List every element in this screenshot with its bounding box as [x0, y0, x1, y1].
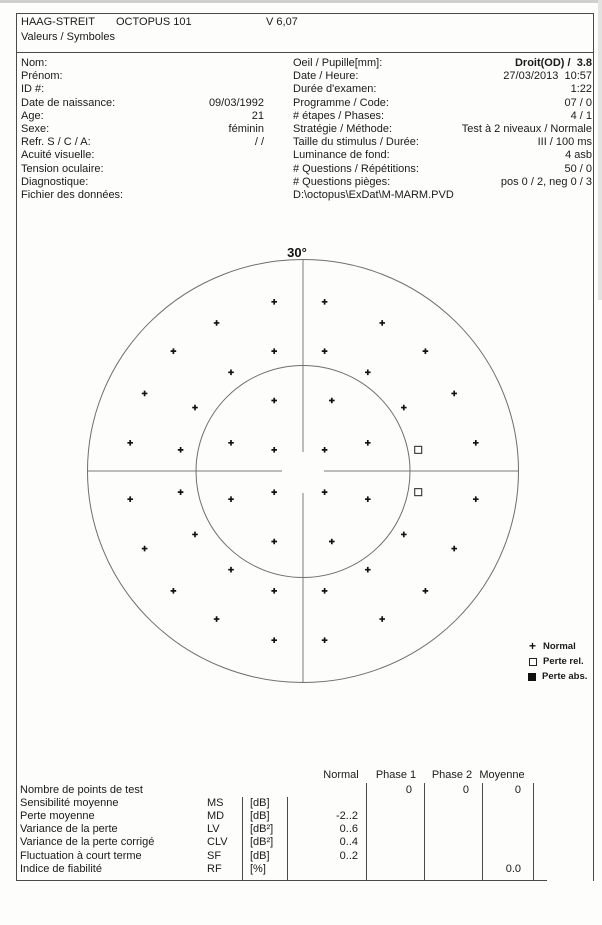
patient-info-label: ID #: — [21, 83, 45, 96]
test-point-normal — [271, 539, 277, 545]
patient-info-row — [21, 123, 264, 136]
test-point-normal — [365, 370, 371, 376]
open-square-icon — [529, 658, 537, 666]
patient-info-row — [21, 149, 264, 162]
patient-info-label: Sexe: — [21, 123, 50, 135]
exam-info-row — [293, 176, 592, 189]
exam-info-value: Droit(OD) / 3.8 — [514, 57, 592, 69]
patient-info-row — [21, 70, 264, 83]
patient-info-row — [21, 97, 264, 110]
test-point-normal — [473, 496, 479, 502]
test-point-normal — [192, 532, 198, 538]
patient-info-value: 21 — [251, 109, 264, 122]
test-point-normal — [401, 405, 407, 411]
exam-info-row — [293, 57, 592, 70]
legend-label: Normal — [543, 641, 576, 652]
column-header-moyenne: Moyenne — [479, 769, 525, 781]
visual-field-chart — [0, 228, 602, 698]
exam-info-column — [293, 57, 592, 207]
test-point-normal — [178, 447, 184, 453]
test-point-normal — [228, 440, 234, 446]
exam-info-value: 4 asb — [565, 149, 592, 162]
patient-info-label: Diagnostique: — [21, 175, 89, 188]
test-point-normal — [473, 440, 479, 446]
table-divider — [242, 797, 243, 881]
test-point-normal — [271, 299, 277, 305]
stats-label-cell: Fluctuation à court terme — [20, 849, 142, 862]
legend-item-perte-abs — [528, 669, 587, 684]
exam-info-value: Test à 2 niveaux / Normale — [461, 123, 592, 135]
stats-unit-cell: [dB] — [250, 797, 270, 810]
exam-info-value — [454, 189, 592, 202]
stats-abbr-cell: MD — [207, 810, 225, 823]
test-point-normal — [322, 637, 328, 643]
table-divider — [366, 783, 367, 881]
filled-square-icon — [528, 673, 536, 681]
stats-unit-cell: [%] — [250, 862, 266, 875]
stats-label-cell: Sensibilité moyenne — [20, 797, 119, 810]
stats-normal-cell: 0..2 — [339, 849, 358, 862]
exam-info-value: III / 100 ms — [537, 136, 592, 149]
test-point-normal — [271, 637, 277, 643]
stats-label-cell: Perte moyenne — [20, 810, 95, 823]
test-point-normal — [127, 496, 133, 502]
stats-phase2-cell: 0 — [462, 784, 469, 796]
stats-normal-cell: 0..4 — [339, 836, 358, 849]
test-point-perte-rel — [415, 446, 422, 453]
stats-label-cell: Nombre de points de test — [20, 784, 143, 796]
test-point-normal — [271, 588, 277, 594]
exam-info-value: 27/03/2013 10:57 — [503, 70, 592, 83]
test-point-normal — [365, 496, 371, 502]
exam-info-value: 4 / 1 — [570, 109, 592, 122]
patient-info-row — [21, 189, 264, 202]
patient-info-label: Tension oculaire: — [21, 162, 104, 175]
patient-info-row — [21, 163, 264, 176]
exam-info-label: Luminance de fond: — [293, 149, 390, 162]
test-point-normal — [322, 489, 328, 495]
test-point-normal — [329, 398, 335, 404]
stats-label-cell: Variance de la perte corrigé — [20, 836, 155, 849]
test-point-normal — [228, 370, 234, 376]
exam-info-row — [293, 70, 592, 83]
patient-info-row — [21, 110, 264, 123]
test-point-normal — [451, 391, 457, 397]
table-divider — [533, 783, 534, 881]
exam-info-label: Programme / Code: — [293, 96, 389, 109]
patient-info-row — [21, 57, 264, 70]
exam-info-label: Date / Heure: — [293, 70, 359, 83]
test-point-normal — [271, 447, 277, 453]
table-divider — [424, 783, 425, 881]
exam-info-label: Taille du stimulus / Durée: — [293, 136, 419, 149]
stats-abbr-cell: LV — [207, 823, 220, 836]
exam-info-label: # étapes / Phases: — [293, 109, 385, 122]
stats-label-cell: Variance de la perte — [20, 823, 118, 836]
page-border-top — [16, 13, 594, 14]
stats-unit-cell: [dB] — [250, 849, 270, 862]
table-divider — [287, 797, 288, 881]
test-point-normal — [228, 567, 234, 573]
test-point-normal — [178, 489, 184, 495]
exam-info-row — [293, 136, 592, 149]
patient-info-label: Nom: — [21, 57, 48, 69]
stats-unit-cell: [dB²] — [250, 836, 274, 849]
test-point-perte-rel — [415, 489, 422, 496]
patient-info-value: féminin — [228, 123, 264, 135]
test-point-normal — [142, 546, 148, 552]
exam-info-row — [293, 97, 592, 110]
stats-phase1-cell: 0 — [405, 784, 412, 796]
patient-info-value — [104, 163, 264, 176]
column-header-phase1: Phase 1 — [375, 769, 417, 781]
exam-info-row — [293, 83, 592, 96]
exam-info-label: # Questions pièges: — [293, 175, 391, 188]
stats-abbr-cell: RF — [207, 862, 222, 875]
test-point-normal — [322, 447, 328, 453]
patient-info-label: Refr. S / C / A: — [21, 136, 91, 149]
stats-unit-cell: [dB] — [250, 810, 270, 823]
patient-info-label: Acuité visuelle: — [21, 149, 95, 162]
device-model: OCTOPUS 101 — [116, 16, 192, 28]
report-subtitle: Valeurs / Symboles — [21, 31, 115, 43]
test-point-normal — [214, 320, 220, 326]
exam-file-path: D:\octopus\ExDat\M-MARM.PVD — [293, 189, 454, 201]
test-point-normal — [322, 299, 328, 305]
plus-icon: + — [528, 639, 536, 653]
test-point-normal — [171, 348, 177, 354]
brand-title: HAAG-STREIT — [21, 16, 95, 28]
test-point-normal — [365, 440, 371, 446]
patient-info-column — [21, 57, 264, 207]
patient-info-row — [21, 136, 264, 149]
legend-label: Perte abs. — [542, 671, 588, 682]
patient-info-label: Date de naissance: — [21, 96, 116, 109]
patient-info-value: 09/03/1992 — [208, 96, 264, 109]
patient-info-value — [94, 149, 264, 162]
test-point-normal — [451, 546, 457, 552]
exam-info-label: # Questions / Répétitions: — [293, 162, 419, 175]
scan-edge-top — [0, 0, 602, 3]
exam-info-value: 1:22 — [570, 83, 592, 96]
exam-info-value: 07 / 0 — [564, 96, 592, 109]
test-point-normal — [127, 440, 133, 446]
test-point-normal — [322, 588, 328, 594]
stats-abbr-cell: CLV — [207, 836, 228, 849]
exam-info-row — [293, 163, 592, 176]
stats-normal-cell: -2..2 — [335, 810, 358, 823]
test-point-normal — [379, 320, 385, 326]
exam-info-row — [293, 189, 592, 202]
patient-info-label: Prénom: — [21, 70, 63, 83]
test-point-normal — [271, 489, 277, 495]
software-version: V 6,07 — [266, 16, 298, 28]
exam-info-row — [293, 110, 592, 123]
chart-title: 30° — [287, 245, 307, 260]
test-point-normal — [171, 588, 177, 594]
exam-info-label: Oeil / Pupille[mm]: — [293, 57, 383, 69]
legend-item-normal — [528, 639, 587, 654]
patient-info-row — [21, 83, 264, 96]
header-separator — [16, 52, 594, 53]
test-point-normal — [192, 405, 198, 411]
patient-info-value — [47, 57, 264, 70]
stats-abbr-cell: MS — [207, 797, 224, 810]
test-point-normal — [322, 348, 328, 354]
exam-info-value: pos 0 / 2, neg 0 / 3 — [500, 175, 592, 188]
patient-info-value — [63, 70, 264, 83]
legend-label: Perte rel. — [543, 656, 584, 667]
test-point-normal — [271, 348, 277, 354]
test-point-normal — [365, 567, 371, 573]
patient-info-value: / / — [254, 136, 264, 149]
test-point-normal — [214, 616, 220, 622]
test-point-normal — [379, 616, 385, 622]
patient-info-value — [88, 176, 264, 189]
patient-info-value — [123, 189, 264, 202]
test-point-normal — [329, 539, 335, 545]
stats-moyenne-cell: 0.0 — [505, 862, 521, 875]
test-point-normal — [423, 588, 429, 594]
test-point-normal — [423, 348, 429, 354]
legend-item-perte-rel — [528, 654, 587, 669]
test-point-normal — [401, 532, 407, 538]
chart-legend — [528, 639, 587, 684]
exam-info-value: 50 / 0 — [564, 162, 592, 175]
stats-normal-cell: 0..6 — [339, 823, 358, 836]
patient-info-row — [21, 176, 264, 189]
stats-moyenne-cell: 0 — [514, 784, 521, 796]
column-header-phase2: Phase 2 — [431, 769, 473, 781]
exam-info-label: Durée d'examen: — [293, 83, 377, 96]
exam-info-label: Stratégie / Méthode: — [293, 123, 393, 135]
exam-info-row — [293, 149, 592, 162]
patient-info-value — [44, 83, 264, 96]
test-point-normal — [271, 398, 277, 404]
exam-info-row — [293, 123, 592, 136]
stats-unit-cell: [dB²] — [250, 823, 274, 836]
test-point-normal — [228, 496, 234, 502]
stats-label-cell: Indice de fiabilité — [20, 862, 102, 875]
page-border-bottom — [16, 880, 547, 881]
patient-info-label: Fichier des données: — [21, 189, 124, 201]
patient-info-label: Age: — [21, 109, 44, 122]
stats-abbr-cell: SF — [207, 849, 222, 862]
column-header-normal: Normal — [323, 769, 359, 781]
test-point-normal — [142, 391, 148, 397]
